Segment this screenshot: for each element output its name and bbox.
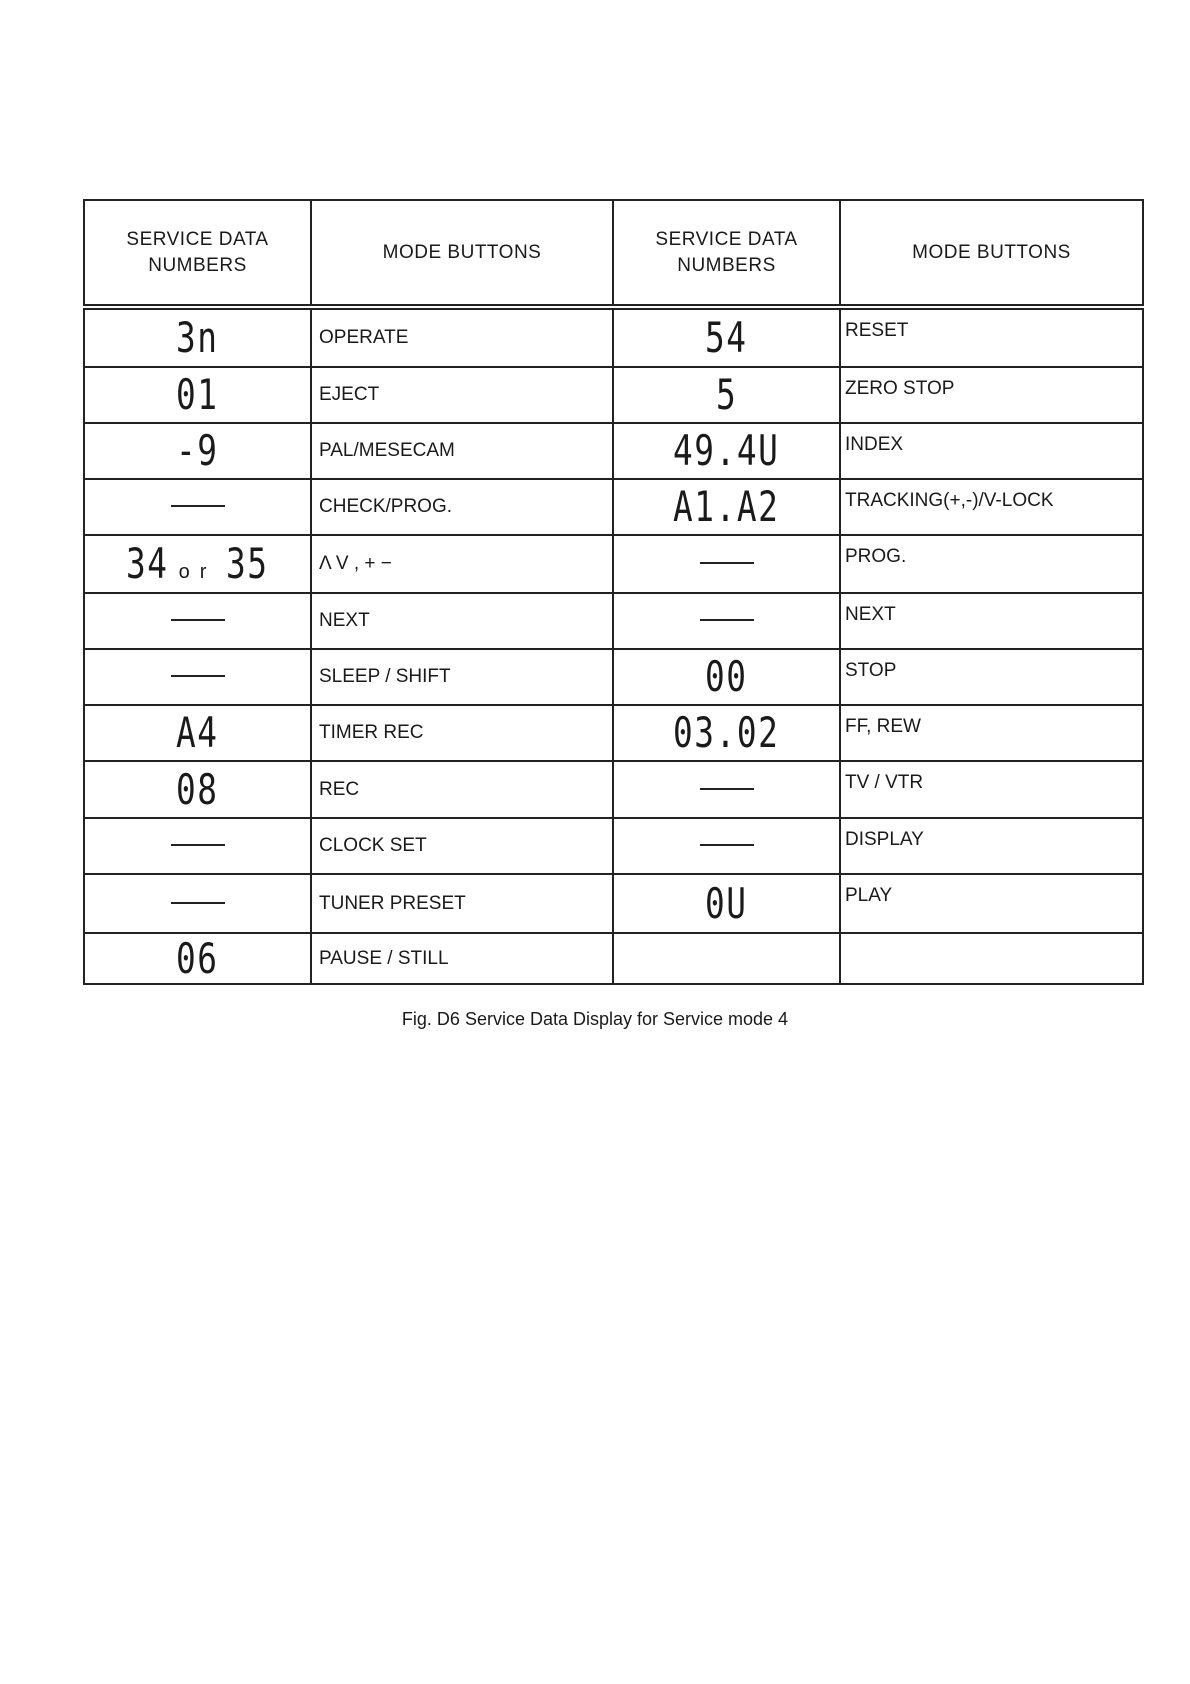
right-service-data-number [613, 761, 840, 818]
dash-placeholder [171, 505, 225, 508]
table-row [84, 593, 1143, 649]
segment-display-value: 35 [226, 539, 269, 588]
left-mode-button-label: SLEEP / SHIFT [311, 649, 613, 705]
left-service-data-number [84, 479, 311, 535]
left-service-data-number [84, 535, 311, 593]
left-service-data-number [84, 649, 311, 705]
or-label: or [178, 561, 217, 583]
segment-display-value: A1.A2 [673, 482, 780, 531]
segment-display-value: 5 [715, 370, 738, 419]
left-service-data-number [84, 874, 311, 933]
segment-display-value: 34 [126, 539, 169, 588]
segment-display-value: -9 [176, 426, 219, 475]
segment-display-value: 01 [176, 370, 219, 419]
right-service-data-number [613, 479, 840, 535]
left-mode-button-label: EJECT [311, 367, 613, 423]
header-service-data-numbers-left: SERVICE DATA NUMBERS [84, 200, 311, 307]
left-mode-button-label: TIMER REC [311, 705, 613, 761]
right-mode-button-label: PROG. [840, 535, 1143, 593]
left-mode-button-label: CLOCK SET [311, 818, 613, 874]
left-mode-button-label: PAL/MESECAM [311, 423, 613, 479]
right-service-data-number [613, 933, 840, 984]
table-row [84, 423, 1143, 479]
table-row [84, 307, 1143, 367]
left-service-data-number [84, 818, 311, 874]
left-service-data-number [84, 367, 311, 423]
segment-display-value: 08 [176, 764, 219, 814]
segment-display-value: 00 [705, 652, 748, 701]
right-mode-button-label: INDEX [840, 423, 1143, 479]
dash-placeholder [700, 619, 754, 622]
dash-placeholder [700, 562, 754, 565]
right-mode-button-label: RESET [840, 307, 1143, 367]
right-mode-button-label: PLAY [840, 874, 1143, 933]
left-service-data-number [84, 593, 311, 649]
right-service-data-number [613, 535, 840, 593]
service-data-table [83, 199, 1144, 985]
header-mode-buttons-right: MODE BUTTONS [840, 200, 1143, 307]
table-row [84, 649, 1143, 705]
right-service-data-number [613, 593, 840, 649]
table-row [84, 874, 1143, 933]
dash-placeholder [700, 788, 754, 791]
header-service-data-numbers-right: SERVICE DATA NUMBERS [613, 200, 840, 307]
right-service-data-number [613, 367, 840, 423]
left-mode-button-label: OPERATE [311, 307, 613, 367]
segment-display-value: 3n [176, 313, 219, 362]
left-service-data-number [84, 307, 311, 367]
left-service-data-number [84, 933, 311, 984]
table-row [84, 479, 1143, 535]
dash-placeholder [171, 675, 225, 678]
right-mode-button-label: TV / VTR [840, 761, 1143, 818]
segment-display-value: 49.4U [673, 426, 780, 475]
segment-display-value: 06 [176, 933, 219, 983]
right-service-data-number [613, 705, 840, 761]
right-mode-button-label: ZERO STOP [840, 367, 1143, 423]
dash-placeholder [171, 902, 225, 905]
segment-display-value: 03.02 [673, 708, 780, 757]
left-service-data-number [84, 705, 311, 761]
table-row [84, 818, 1143, 874]
right-mode-button-label: STOP [840, 649, 1143, 705]
left-mode-button-label: Λ V , + − [311, 535, 613, 593]
header-mode-buttons-left: MODE BUTTONS [311, 200, 613, 307]
right-service-data-number [613, 874, 840, 933]
right-service-data-number [613, 423, 840, 479]
left-mode-button-label: NEXT [311, 593, 613, 649]
table-row [84, 367, 1143, 423]
dash-placeholder [171, 619, 225, 622]
left-mode-button-label: PAUSE / STILL [311, 933, 613, 984]
dash-placeholder [700, 844, 754, 847]
segment-display-value: A4 [176, 708, 219, 757]
table-row [84, 535, 1143, 593]
segment-display-value: 0U [705, 878, 748, 928]
dash-placeholder [171, 844, 225, 847]
table-row [84, 761, 1143, 818]
left-mode-button-label: CHECK/PROG. [311, 479, 613, 535]
table-row [84, 705, 1143, 761]
right-mode-button-label [840, 933, 1143, 984]
right-mode-button-label: DISPLAY [840, 818, 1143, 874]
right-service-data-number [613, 307, 840, 367]
left-service-data-number [84, 423, 311, 479]
right-mode-button-label: NEXT [840, 593, 1143, 649]
table-row [84, 933, 1143, 984]
table-header-row [84, 200, 1143, 307]
left-service-data-number [84, 761, 311, 818]
right-mode-button-label: TRACKING(+,-)/V-LOCK [840, 479, 1143, 535]
left-mode-button-label: TUNER PRESET [311, 874, 613, 933]
segment-display-value: 54 [705, 313, 748, 362]
figure-caption: Fig. D6 Service Data Display for Service mode 4 [401, 1009, 789, 1029]
left-mode-button-label: REC [311, 761, 613, 818]
right-service-data-number [613, 649, 840, 705]
table-body [84, 307, 1143, 984]
right-mode-button-label: FF, REW [840, 705, 1143, 761]
right-service-data-number [613, 818, 840, 874]
